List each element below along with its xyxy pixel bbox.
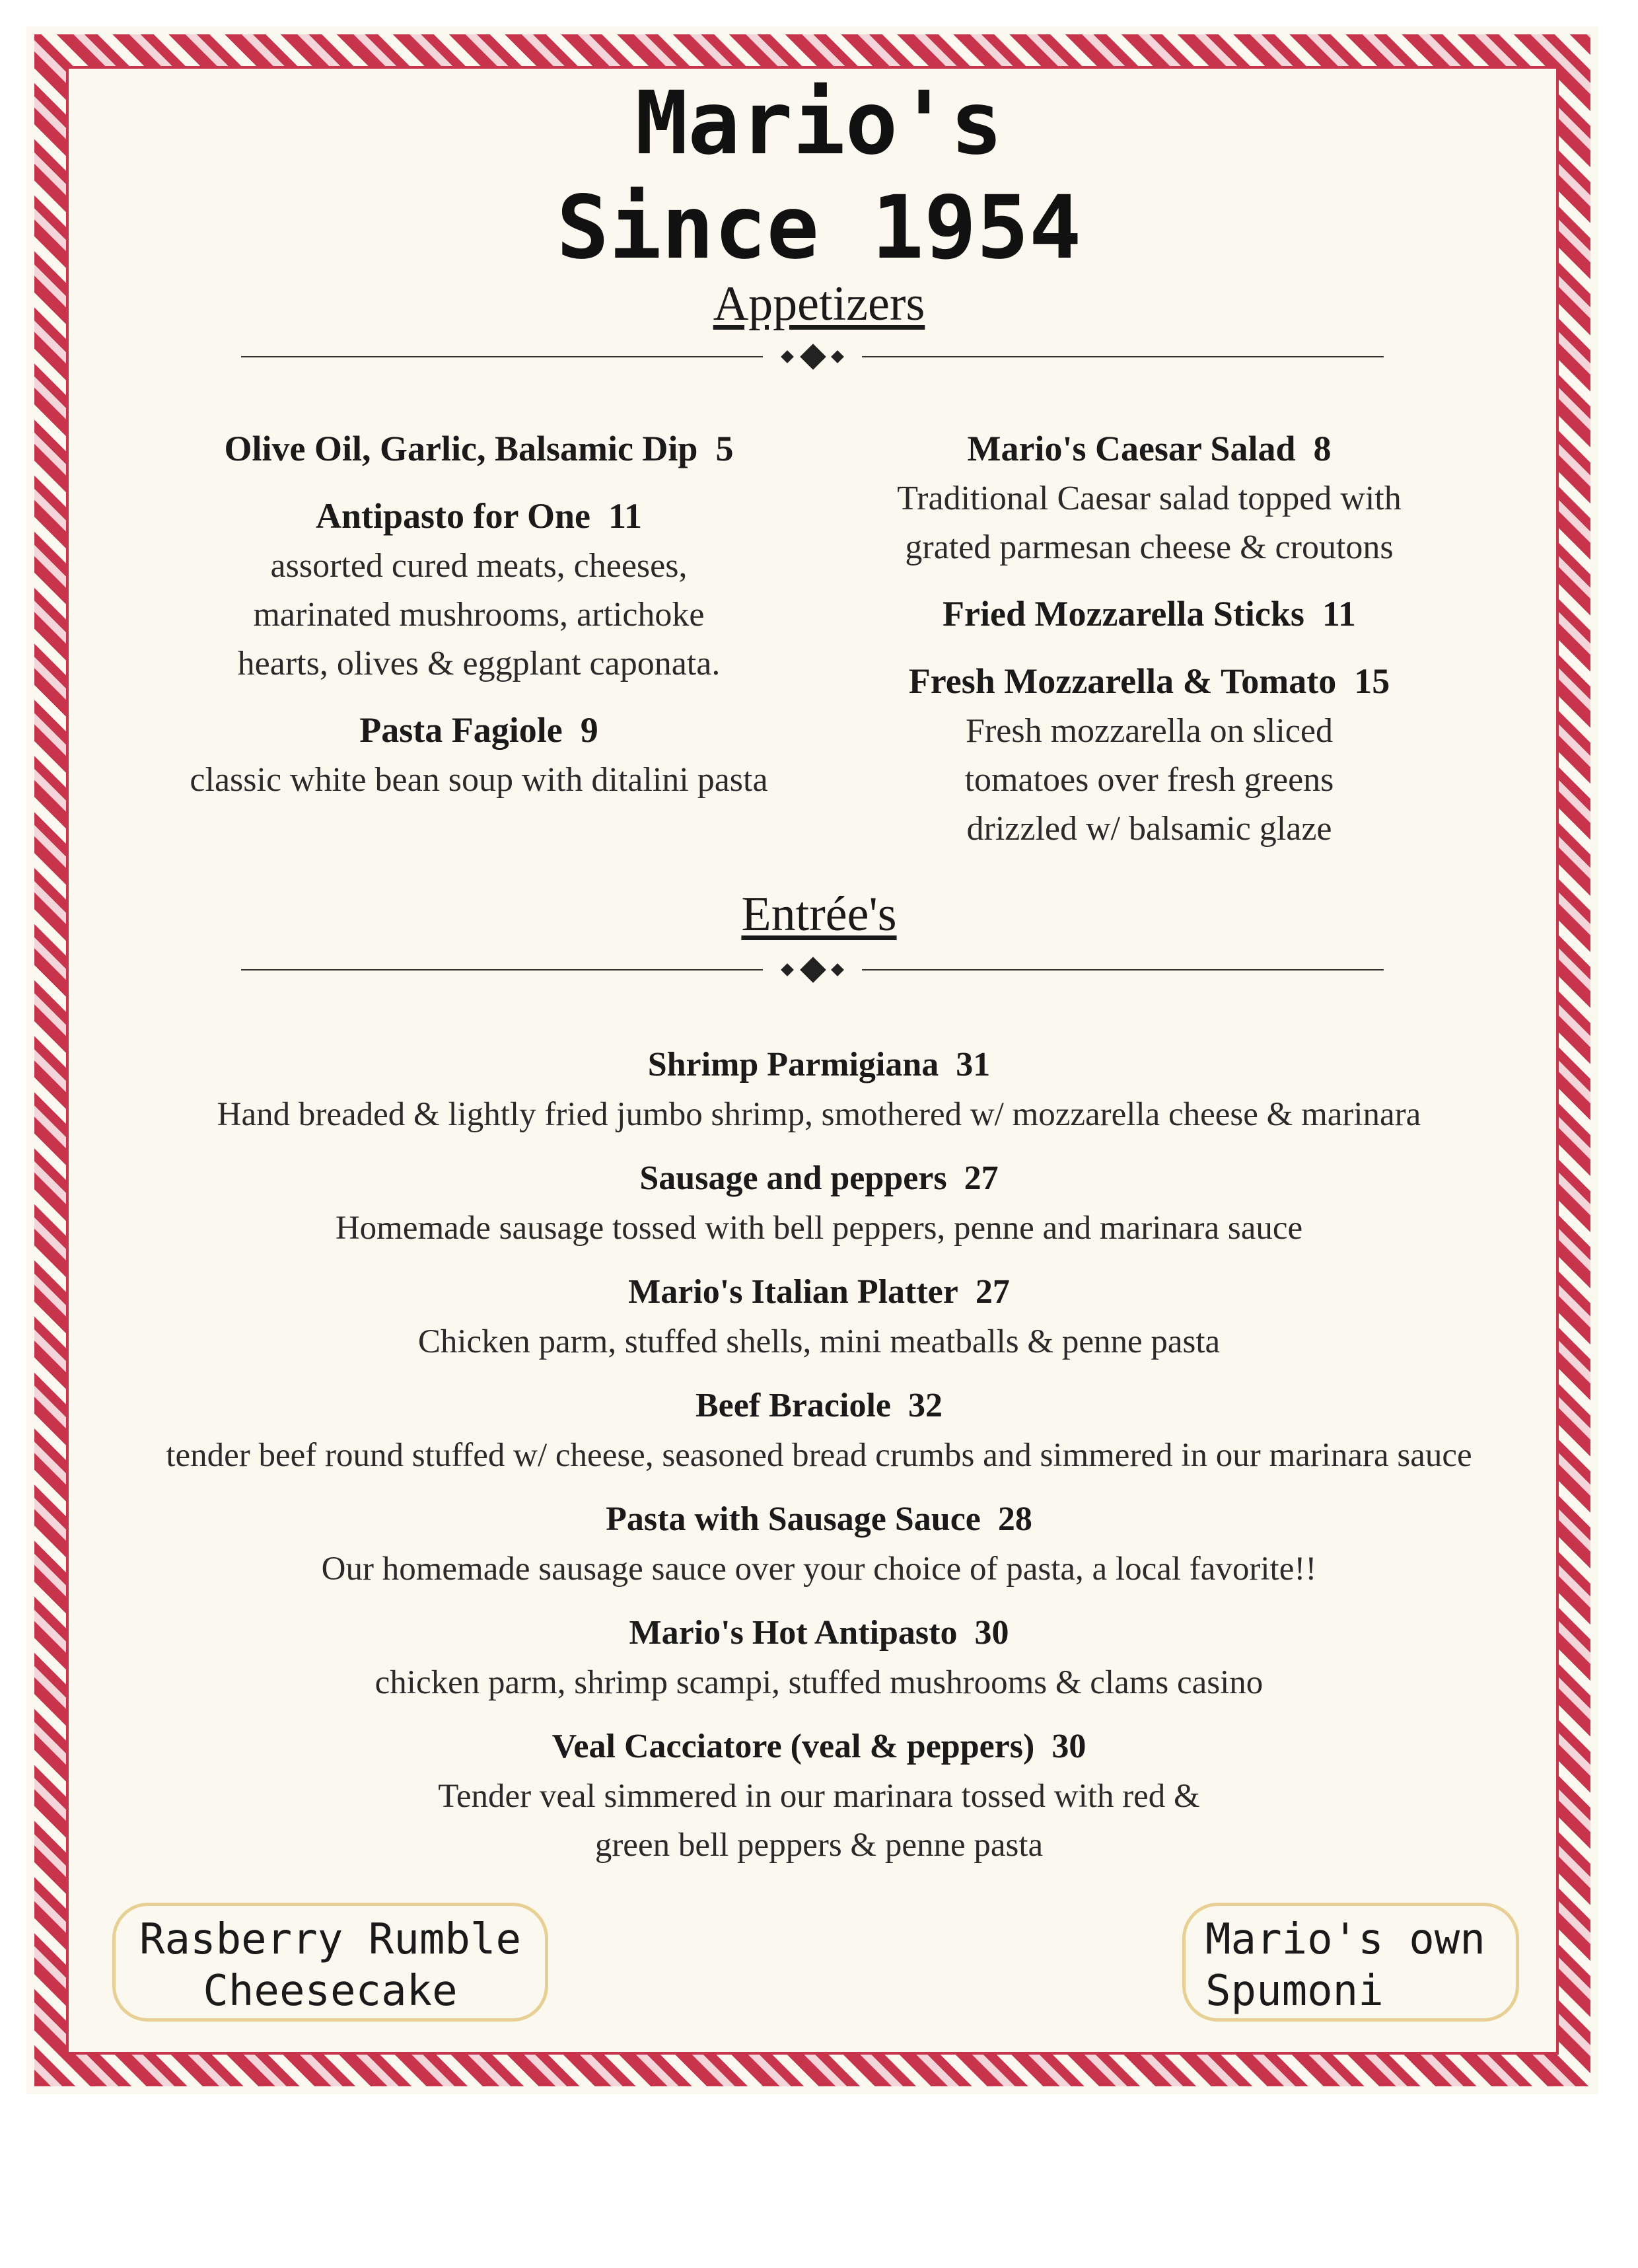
appetizers-left-column xyxy=(135,423,822,821)
menu-item xyxy=(79,1153,1559,1253)
established-year: Since 1954 xyxy=(556,177,1082,279)
item-price: 27 xyxy=(975,1273,1010,1311)
item-name: Antipasto for One 11 xyxy=(315,496,643,536)
menu-item xyxy=(79,1267,1559,1366)
dessert-line: Rasberry Rumble xyxy=(139,1915,521,1964)
entrees-divider xyxy=(241,957,1384,983)
item-description: assorted cured meats, cheeses, marinated mushrooms, artichoke hearts, olives & eggplant caponata. xyxy=(237,547,721,682)
item-price: 30 xyxy=(974,1614,1009,1652)
menu-item xyxy=(135,490,822,688)
menu-item xyxy=(79,1381,1559,1480)
item-name: Fried Mozzarella Sticks 11 xyxy=(943,594,1356,634)
item-name: Olive Oil, Garlic, Balsamic Dip 5 xyxy=(224,429,734,468)
dessert-badge-spumoni xyxy=(1182,1903,1519,2022)
item-name: Mario's Italian Platter 27 xyxy=(628,1273,1010,1311)
appetizers-right-column xyxy=(806,423,1493,869)
item-description: Fresh mozzarella on sliced tomatoes over fresh greens drizzled w/ balsamic glaze xyxy=(964,712,1334,848)
restaurant-name: Mario's xyxy=(635,73,1003,174)
item-price: 30 xyxy=(1051,1728,1086,1765)
item-description: Homemade sausage tossed with bell peppers, penne and marinara sauce xyxy=(335,1210,1303,1247)
item-name: Pasta Fagiole 9 xyxy=(359,710,598,750)
item-description: tender beef round stuffed w/ cheese, seasoned bread crumbs and simmered in our marinara sauce xyxy=(166,1437,1472,1474)
item-price: 31 xyxy=(956,1046,991,1083)
entrees-list xyxy=(79,1040,1559,1884)
menu-item xyxy=(79,1608,1559,1707)
item-name: Beef Braciole 32 xyxy=(695,1387,943,1424)
item-price: 9 xyxy=(580,710,598,750)
item-name: Shrimp Parmigiana 31 xyxy=(647,1046,991,1083)
item-description: Traditional Caesar salad topped with grated parmesan cheese & croutons xyxy=(897,480,1402,566)
menu-item xyxy=(806,423,1493,572)
item-price: 32 xyxy=(908,1387,943,1424)
item-description: Hand breaded & lightly fried jumbo shrimp, smothered w/ mozzarella cheese & marinara xyxy=(217,1096,1421,1133)
item-name: Sausage and peppers 27 xyxy=(639,1159,999,1197)
item-description: Chicken parm, stuffed shells, mini meatballs & penne pasta xyxy=(417,1323,1221,1360)
item-description: classic white bean soup with ditalini pasta xyxy=(190,761,768,799)
item-price: 27 xyxy=(964,1159,999,1197)
appetizers-divider xyxy=(241,344,1384,370)
item-description: Tender veal simmered in our marinara tossed with red & green bell peppers & penne pasta xyxy=(438,1778,1200,1864)
appetizers-heading: Appetizers xyxy=(713,277,925,331)
menu-item xyxy=(806,588,1493,640)
item-name: Mario's Hot Antipasto 30 xyxy=(629,1614,1009,1652)
item-price: 15 xyxy=(1354,661,1390,701)
menu-item xyxy=(79,1722,1559,1870)
item-name: Veal Cacciatore (veal & peppers) 30 xyxy=(552,1728,1086,1765)
item-description: chicken parm, shrimp scampi, stuffed mushrooms & clams casino xyxy=(374,1664,1264,1701)
item-name: Mario's Caesar Salad 8 xyxy=(967,429,1332,468)
entrees-heading: Entrée's xyxy=(741,887,897,941)
item-name: Pasta with Sausage Sauce 28 xyxy=(606,1500,1032,1538)
menu-item xyxy=(79,1040,1559,1139)
menu-item xyxy=(79,1494,1559,1593)
dessert-line: Mario's own xyxy=(1205,1915,1485,1964)
item-description: Our homemade sausage sauce over your choice of pasta, a local favorite!! xyxy=(321,1551,1317,1588)
item-price: 28 xyxy=(997,1500,1032,1538)
dessert-line: Cheesecake xyxy=(203,1967,458,2016)
menu-item xyxy=(135,704,822,805)
dessert-badge-cheesecake xyxy=(112,1903,548,2022)
dessert-line: Spumoni xyxy=(1205,1967,1384,2016)
menu-item xyxy=(135,423,822,474)
item-price: 5 xyxy=(715,429,734,468)
item-price: 8 xyxy=(1313,429,1332,468)
menu-item xyxy=(806,655,1493,854)
item-price: 11 xyxy=(1322,594,1356,634)
item-name: Fresh Mozzarella & Tomato 15 xyxy=(908,661,1390,701)
item-price: 11 xyxy=(608,496,643,536)
